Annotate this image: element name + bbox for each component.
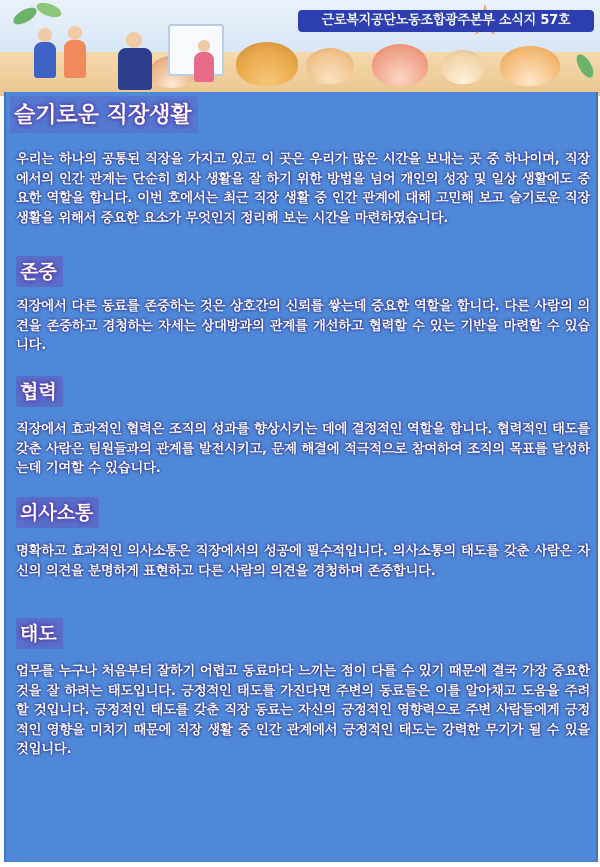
section-text-attitude: 업무를 누구나 처음부터 잘하기 어렵고 동료마다 느끼는 점이 다를 수 있기 때문에 결국 가장 중요한 것을 잘 하려는 태도입니다. 긍정적인 태도를 가진다면 주변의 동료들은 이를 알아채고 도움을 주려 할 것입니다. 긍정적인 태도를 갖춘 직장 동료는 자신의 긍정적인 영향력으로 주변 사람들에게 긍정적인 영향을 미치기 때문에 직장 생활 중 인간 관계에서 긍정적인 태도는 강력한 무기가 될 수 있을 것입니다.: [16, 664, 590, 757]
seashell-illustration: [442, 50, 484, 84]
section-text-respect: 직장에서 다른 동료를 존중하는 것은 상호간의 신뢰를 쌓는데 중요한 역할을 합니다. 다른 사람의 의견을 존중하고 경청하는 자세는 상대방과의 관계를 개선하고 협력할 수 있는 기반을 마련할 수 있습니다.: [16, 299, 590, 353]
main-heading: 슬기로운 직장생활: [10, 96, 198, 133]
person-illustration: [38, 28, 52, 42]
section-heading-communication: 의사소통: [16, 497, 99, 528]
person-illustration: [198, 40, 210, 52]
person-illustration: [126, 32, 142, 48]
person-illustration: [68, 26, 82, 40]
section-heading-attitude: 태도: [16, 618, 63, 649]
content-panel: [4, 92, 598, 862]
person-illustration: [64, 40, 86, 78]
section-text-cooperation: 직장에서 효과적인 협력은 조직의 성과를 향상시키는 데에 결정적인 역할을 합니다. 협력적인 태도를 갖춘 사람은 팀원들과의 관계를 발전시키고, 문제 해결에 적극적으로 참여하여 조직의 목표를 달성하는데 기여할 수 있습니다.: [16, 422, 590, 476]
intro-paragraph: 우리는 하나의 공통된 직장을 가지고 있고 이 곳은 우리가 많은 시간을 보내는 곳 중 하나이며, 직장에서의 인간 관계는 단순히 회사 생활을 잘 하기 위한 방법을 넘어 개인의 성장 및 일상 생활에도 중요한 역할을 합니다. 이번 호에서는 최근 직장 생활 중 인간 관계에 대해 고민해 보고 슬기로운 직장 생활을 위해서 중요한 요소가 무엇인지 정리해 보는 시간을 마련하였습니다.: [16, 152, 590, 226]
seashell-illustration: [236, 42, 298, 86]
seashell-illustration: [500, 46, 560, 86]
seashell-illustration: [372, 44, 428, 86]
person-illustration: [34, 42, 56, 78]
section-heading-cooperation: 협력: [16, 376, 63, 407]
section-heading-respect: 존중: [16, 256, 63, 287]
section-text-communication: 명확하고 효과적인 의사소통은 직장에서의 성공에 필수적입니다. 의사소통의 태도를 갖춘 사람은 자신의 의견을 분명하게 표현하고 다른 사람의 의견을 경청하며 존중합니다.: [16, 544, 590, 579]
person-illustration: [194, 52, 214, 82]
newsletter-issue-title: 근로복지공단노동조합광주본부 소식지 57호: [298, 10, 594, 32]
office-workers-illustration: [18, 10, 218, 96]
seashell-illustration: [306, 48, 354, 84]
person-illustration: [118, 48, 152, 90]
header-banner: [0, 0, 600, 96]
